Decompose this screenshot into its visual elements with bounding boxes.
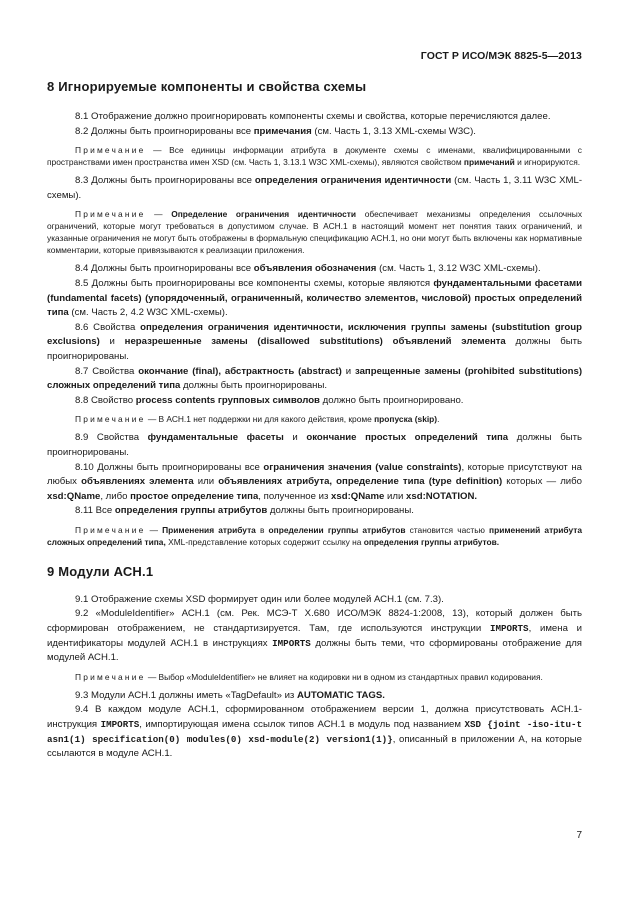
- section-9-heading: 9 Модули АСН.1: [47, 563, 154, 579]
- para-8-7: 8.7 Свойства окончание (final), абстрактность (abstract) и запрещенные замены (prohibited substitutions) сложных определений типа должны быть проигнорированы.: [47, 365, 583, 392]
- note-label: Примечание: [75, 209, 146, 220]
- note-5: Примечание — Выбор «ModuleIdentifier» не влияет на кодировки ни в одном из стандартных правил кодирования.: [75, 671, 543, 682]
- section-8-heading: 8 Игнорируемые компоненты и свойства схемы: [47, 79, 367, 94]
- para-8-5: 8.5 Должны быть проигнорированы все компоненты схемы, которые являются фундаментальными фасетами (fundamental facets) (упорядоченный, ограниченный, количество элементов, числовой) простых определений типа (см. Часть 2, 4.2 W3C XML-схемы).: [47, 277, 583, 319]
- running-header: ГОСТ Р ИСО/МЭК 8825-5—2013: [420, 50, 582, 62]
- para-8-1: 8.1 Отображение должно проигнорировать компоненты схемы и свойства, которые перечисляются далее.: [75, 111, 551, 122]
- page-content: [47, 72, 582, 762]
- para-8-9: 8.9 Свойства фундаментальные фасеты и окончание простых определений типа должны быть проигнорированы.: [47, 432, 583, 458]
- para-8-6: 8.6 Свойства определения ограничения идентичности, исключения группы замены (substitution group exclusions) и неразрешенные замены (disallowed substitutions) объявлений элемента должны быть проигнорированы.: [47, 321, 583, 362]
- para-9-3: 9.3 Модули АСН.1 должны иметь «TagDefault» из AUTOMATIC TAGS.: [75, 689, 385, 701]
- para-8-11: 8.11 Все определения группы атрибутов должны быть проигнорированы.: [75, 505, 414, 517]
- para-9-1: 9.1 Отображение схемы XSD формирует один или более модулей АСН.1 (см. 7.3).: [75, 593, 444, 605]
- para-9-4: 9.4 В каждом модуле АСН.1, сформированном отображением версии 1, должна присутствовать АСН.1-инструкция IMPORTS, импортирующая имена ссылок типов АСН.1 в модуль под названием XSD {joint -iso-itu-t asn1(1) specification(0) modules(0) xsd-module(2) version1(1)}, описанный в приложении А, на которые ссылаются в модуле АСН.1.: [47, 704, 582, 760]
- note-1: Примечание — Все единицы информации атрибута в документе схемы с именами, квалифицированными с пространствами имен пространства имен XSD (см. Часть 1, 3.13.1 W3C XML-схемы), являются свойством примечаний и игнорируются.: [47, 145, 582, 168]
- note-label: Примечание: [75, 414, 146, 425]
- note-label: Примечание: [75, 671, 146, 682]
- note-2: Примечание — Определение ограничения идентичности обеспечивает механизмы определения ссылочных ограничений, которые могут требоваться в допустимом случае. В АСН.1 в настоящий момент нет понятия таких ограничений, и указанные ограничения не могут быть отображены в формальную спецификацию АСН.1, но они могут быть включены как нормативные комментарии, которые привязываются к реализации приложения.: [47, 209, 583, 256]
- para-9-2: 9.2 «ModuleIdentifier» АСН.1 (см. Рек. МСЭ-Т Х.680 ИСО/МЭК 8824-1:2008, 13), который должен быть сформирован отображением, не стандартизируется. Там, где используются инструкции IMPORTS, имена и идентификаторы модулей АСН.1 в инструкциях IMPORTS должны быть теми, что сформированы отображение для модулей АСН.1.: [47, 608, 583, 664]
- note-label: Примечание: [75, 145, 146, 156]
- para-8-8: 8.8 Свойство process contents групповых символов должно быть проигнорировано.: [75, 394, 464, 406]
- para-8-3: 8.3 Должны быть проигнорированы все определения ограничения идентичности (см. Часть 1, 3.11 W3C XML-схемы).: [47, 175, 583, 201]
- para-8-10: 8.10 Должны быть проигнорированы все ограничения значения (value constraints), которые присутствуют на любых объявлениях элемента или объявлениях атрибута, определение типа (type definition) которых — либо xsd:QName, либо простое определение типа, полученное из xsd:QName или xsd:NOTATION.: [47, 461, 582, 502]
- note-label: Примечание: [75, 524, 146, 535]
- page-number: 7: [576, 830, 582, 841]
- para-8-4: 8.4 Должны быть проигнорированы все объявления обозначения (см. Часть 1, 3.12 W3C XML-схемы).: [75, 263, 541, 275]
- para-8-2: 8.2 Должны быть проигнорированы все примечания (см. Часть 1, 3.13 XML-схемы W3C).: [75, 125, 476, 137]
- note-3: Примечание — В АСН.1 нет поддержки ни для какого действия, кроме пропуска (skip).: [75, 414, 440, 425]
- note-4: Примечание — Применения атрибута в определении группы атрибутов становится частью применений атрибута сложных определений типа, XML-представление которых содержит ссылку на определения группы атрибутов.: [47, 524, 583, 547]
